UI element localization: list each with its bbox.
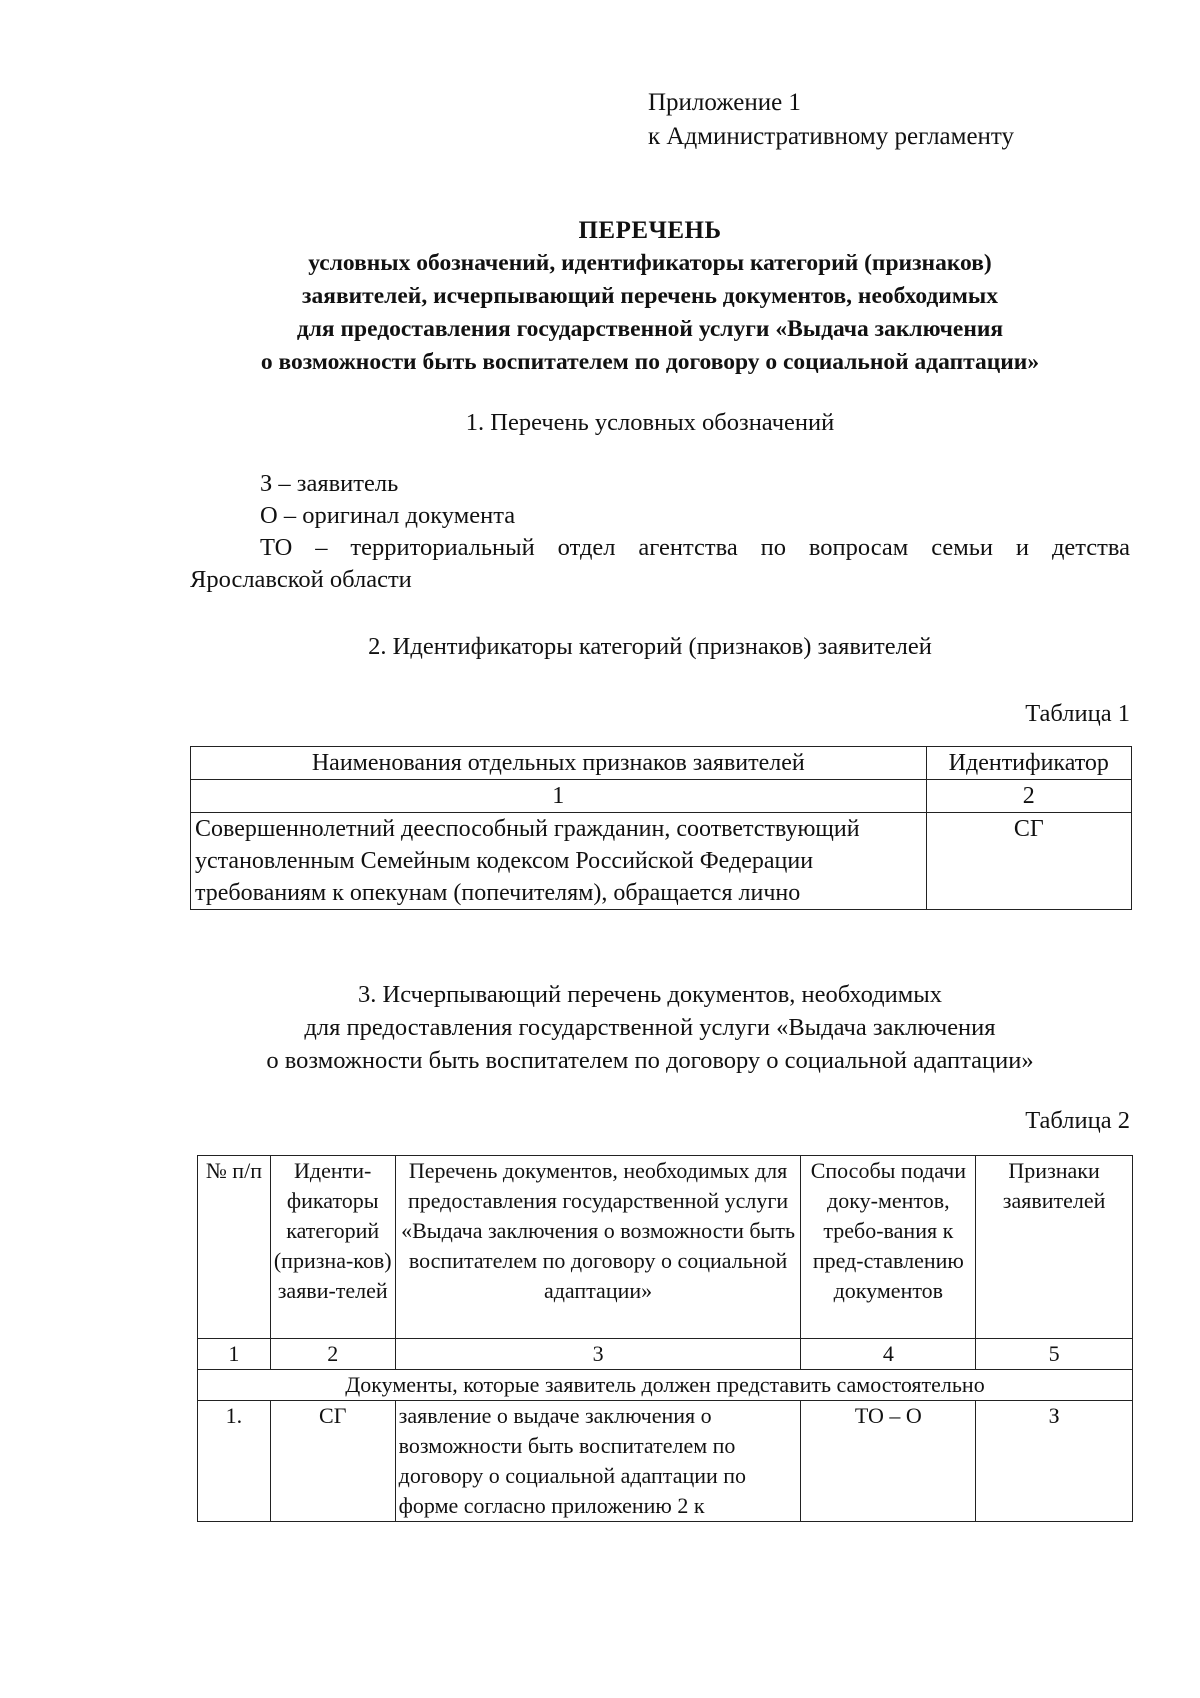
title-line-4: о возможности быть воспитателем по договору о социальной адаптации» xyxy=(260,349,1040,375)
title-line-2: заявителей, исчерпывающий перечень документов, необходимых xyxy=(302,283,998,309)
table-number-cell: 5 xyxy=(976,1339,1133,1370)
table-header-cell: Идентификатор xyxy=(926,747,1131,780)
table-number-cell: 2 xyxy=(926,780,1131,813)
appendix-line-1: Приложение 1 xyxy=(648,89,801,116)
table-header-row xyxy=(191,747,1132,780)
legend-item: О – оригинал документа xyxy=(260,502,516,529)
table-number-cell: 1 xyxy=(191,780,927,813)
table-header-row xyxy=(198,1156,1133,1339)
row-number-cell: 1. xyxy=(198,1401,271,1522)
appendix-line-2: к Административному регламенту xyxy=(648,123,1015,150)
table-header-cell: Способы подачи доку-ментов, требо-вания к пред-ставлению документов xyxy=(801,1156,976,1339)
table-number-cell: 3 xyxy=(395,1339,801,1370)
table-1-caption: Таблица 1 xyxy=(1025,700,1130,727)
section-3-heading xyxy=(150,978,1150,1077)
title-line-3: для предоставления государственной услуги «Выдача заключения xyxy=(296,316,1004,342)
section-1-heading: 1. Перечень условных обозначений xyxy=(465,409,835,436)
table-header-cell: Иденти-фикаторы категорий (призна-ков) заяви-телей xyxy=(270,1156,395,1339)
table-header-cell: Наименования отдельных признаков заявителей xyxy=(191,747,927,780)
table-header-cell: Признаки заявителей xyxy=(976,1156,1133,1339)
legend-item: З – заявитель xyxy=(260,470,399,497)
table-group-row xyxy=(198,1370,1133,1401)
section-3-heading-line: о возможности быть воспитателем по договору о социальной адаптации» xyxy=(266,1047,1034,1074)
table-number-cell: 1 xyxy=(198,1339,271,1370)
section-3-heading-line: для предоставления государственной услуги «Выдача заключения xyxy=(304,1014,996,1041)
row-id-cell: СГ xyxy=(270,1401,395,1522)
row-document-cell: заявление о выдаче заключения о возможности быть воспитателем по договору о социальной адаптации по форме согласно приложению 2 к xyxy=(395,1401,801,1522)
applicant-description-cell: Совершеннолетний дееспособный гражданин, соответствующий установленным Семейным кодексом Российской Федерации требованиям к опекунам (попечителям), обращается лично xyxy=(191,813,927,910)
section-3-heading-line: 3. Исчерпывающий перечень документов, необходимых xyxy=(358,981,942,1008)
row-sign-cell: З xyxy=(976,1401,1133,1522)
title-main: ПЕРЕЧЕНЬ xyxy=(578,217,722,244)
table-header-cell: № п/п xyxy=(198,1156,271,1339)
document-title xyxy=(150,214,1150,379)
table-number-row xyxy=(198,1339,1133,1370)
title-line-1: условных обозначений, идентификаторы категорий (признаков) xyxy=(308,250,992,276)
table-2 xyxy=(197,1155,1133,1522)
row-method-cell: ТО – О xyxy=(801,1401,976,1522)
table-number-cell: 4 xyxy=(801,1339,976,1370)
table-group-title: Документы, которые заявитель должен представить самостоятельно xyxy=(198,1370,1133,1401)
table-number-cell: 2 xyxy=(270,1339,395,1370)
legend-item-continuation: Ярославской области xyxy=(190,566,412,593)
legend-list xyxy=(190,468,1130,596)
table-header-cell: Перечень документов, необходимых для предоставления государственной услуги «Выдача заключения о возможности быть воспитателем по договору о социальной адаптации» xyxy=(395,1156,801,1339)
table-2-caption: Таблица 2 xyxy=(1025,1107,1130,1134)
table-number-row xyxy=(191,780,1132,813)
table-1 xyxy=(190,746,1132,910)
table-row xyxy=(191,813,1132,910)
legend-item xyxy=(190,532,1130,596)
section-2-heading: 2. Идентификаторы категорий (признаков) заявителей xyxy=(368,633,932,660)
table-row xyxy=(198,1401,1133,1522)
appendix-note xyxy=(648,86,1014,154)
legend-item-text: ТО – территориальный отдел агентства по вопросам семьи и детства xyxy=(260,534,1130,561)
applicant-id-cell: СГ xyxy=(926,813,1131,910)
